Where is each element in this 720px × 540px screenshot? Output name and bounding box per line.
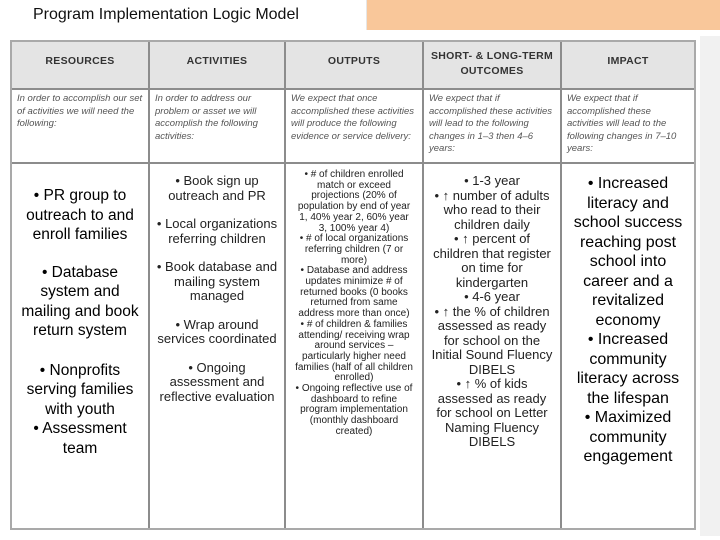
outputs-item: • # of children & families attending/ receiving wrap around services – particularly higher need families (half of all children enrolled) xyxy=(295,318,413,384)
prompt-text: We expect that if accomplished these activities will lead to the following changes in 7–10 years: xyxy=(567,93,677,154)
row-divider xyxy=(12,162,694,164)
content-outcomes xyxy=(424,164,560,528)
activities-item: • Wrap around services coordinated xyxy=(157,316,277,346)
outputs-item: • Ongoing reflective use of dashboard to refine program implementation (monthly dashboard created) xyxy=(295,383,413,437)
header-label: IMPACT xyxy=(607,55,649,67)
header-outputs xyxy=(286,42,422,88)
logic-model-table xyxy=(10,40,696,530)
page-title: Program Implementation Logic Model xyxy=(33,6,299,23)
prompt-outcomes xyxy=(424,90,560,162)
orange-banner xyxy=(367,0,720,30)
outcomes-item: • ↑ number of adults who read to their children daily xyxy=(434,187,550,232)
resources-item: • Database system and mailing and book return system xyxy=(21,263,139,339)
activities-item: • Book database and mailing system managed xyxy=(156,259,278,303)
header-label: OUTPUTS xyxy=(327,55,381,67)
header-impact xyxy=(562,42,694,88)
resources-item: • Nonprofits serving families with youth xyxy=(26,361,134,418)
impact-item: • Increased literacy and school success reaching post school into career and a revitalized economy xyxy=(573,175,683,329)
outcomes-item: • ↑ % of kids assessed as ready for school on Letter Naming Fluency DIBELS xyxy=(436,376,548,449)
content-resources xyxy=(12,164,148,528)
outputs-item: • Database and address updates minimize # of returned books (0 books returned from same address more than once) xyxy=(298,265,410,320)
column-divider xyxy=(284,42,286,528)
column-divider xyxy=(422,42,424,528)
prompt-impact xyxy=(562,90,694,162)
row-divider xyxy=(12,88,694,90)
resources-item: • PR group to outreach to and enroll families xyxy=(26,187,134,243)
prompt-text: We expect that once accomplished these activities will produce the following evidence or service delivery: xyxy=(291,93,415,142)
page-shadow xyxy=(700,36,720,536)
activities-item: • Ongoing assessment and reflective evaluation xyxy=(159,359,275,404)
header-resources xyxy=(12,42,148,88)
outcomes-item: • 1-3 year xyxy=(464,173,520,188)
prompt-text: In order to address our problem or asset we will accomplish the following activities: xyxy=(155,93,258,142)
activities-item: • Book sign up outreach and PR xyxy=(168,173,266,203)
prompt-text: In order to accomplish our set of activities we will need the following: xyxy=(17,93,143,129)
outputs-item: • # of local organizations referring children (7 or more) xyxy=(299,233,409,266)
column-divider xyxy=(560,42,562,528)
outcomes-item: • ↑ percent of children that register on time for kindergarten xyxy=(433,231,551,290)
content-impact xyxy=(562,164,694,528)
outputs-item: • # of children enrolled match or exceed projections (20% of population by end of year 1, 40% year 2, 60% year 3, 100% year 4) xyxy=(297,169,411,234)
header-label: RESOURCES xyxy=(45,55,115,67)
header-label: ACTIVITIES xyxy=(186,55,248,67)
content-outputs xyxy=(286,164,422,528)
impact-item: • Maximized community engagement xyxy=(583,409,673,465)
activities-item: • Local organizations referring children xyxy=(156,216,278,246)
prompt-text: We expect that if accomplished these activities will lead to the following changes in 1–3 then 4–6 years: xyxy=(429,93,553,154)
prompt-outputs xyxy=(286,90,422,162)
impact-item: • Increased community literacy across the lifespan xyxy=(576,331,680,407)
header-outcomes xyxy=(424,42,560,88)
resources-item: • Assessment team xyxy=(33,420,127,457)
header-label: SHORT- & LONG-TERM OUTCOMES xyxy=(430,50,554,77)
prompt-resources xyxy=(12,90,148,162)
outcomes-item: • ↑ the % of children assessed as ready for school on the Initial Sound Fluency DIBELS xyxy=(431,303,553,377)
content-activities xyxy=(150,164,284,528)
header-activities xyxy=(150,42,284,88)
prompt-activities xyxy=(150,90,284,162)
column-divider xyxy=(148,42,150,528)
outcomes-item: • 4-6 year xyxy=(464,289,520,304)
